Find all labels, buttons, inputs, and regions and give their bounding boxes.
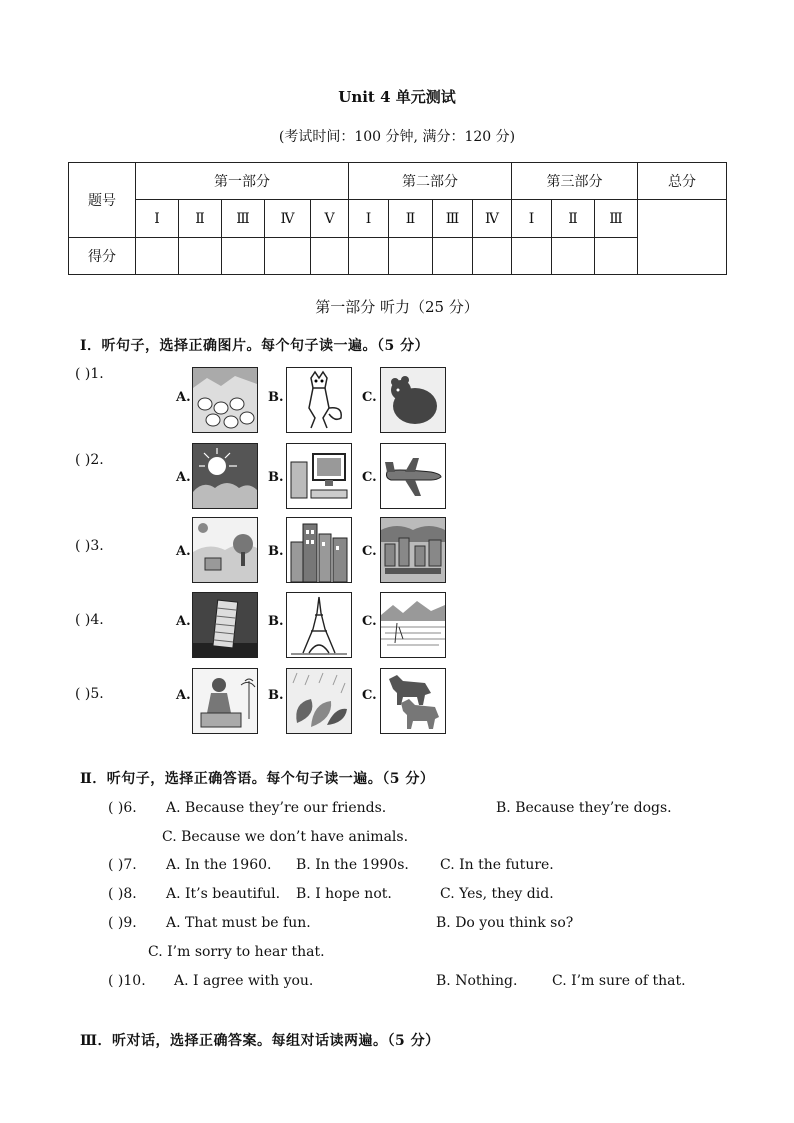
- sun-clouds-icon[interactable]: [192, 443, 258, 509]
- part2-col: Ⅲ: [433, 200, 473, 238]
- score-cell[interactable]: [349, 238, 389, 275]
- option-label: B.: [268, 544, 284, 559]
- answer-blank[interactable]: ( )7.: [108, 857, 137, 873]
- option-label: C.: [362, 614, 377, 629]
- page-title: Unit 4 单元测试: [338, 88, 456, 106]
- option-b: B. Nothing.: [436, 973, 518, 989]
- option-a: A. Because they’re our friends.: [166, 800, 387, 816]
- option-c: C. Yes, they did.: [440, 886, 554, 902]
- airplane-icon[interactable]: [380, 443, 446, 509]
- option-label: C.: [362, 470, 377, 485]
- option-c: C. Because we don’t have animals.: [162, 829, 409, 845]
- part3-header: 第三部分: [512, 163, 638, 200]
- option-label: A.: [176, 688, 191, 703]
- option-a: A. In the 1960.: [166, 857, 272, 873]
- option-label: A.: [176, 470, 191, 485]
- option-c: C. In the future.: [440, 857, 554, 873]
- answer-blank[interactable]: ( )5.: [75, 686, 104, 702]
- score-cell[interactable]: [389, 238, 433, 275]
- option-b: B. Do you think so?: [436, 915, 574, 931]
- answer-blank[interactable]: ( )6.: [108, 800, 137, 816]
- option-c: C. I’m sure of that.: [552, 973, 686, 989]
- option-b: B. Because they’re dogs.: [496, 800, 672, 816]
- answer-blank[interactable]: ( )10.: [108, 973, 146, 989]
- option-b: B. In the 1990s.: [296, 857, 409, 873]
- row-label-score: 得分: [69, 238, 136, 275]
- option-label: C.: [362, 688, 377, 703]
- option-a: A. It’s beautiful.: [166, 886, 281, 902]
- lake-landscape-icon[interactable]: [380, 592, 446, 658]
- section-2-heading: Ⅱ．听句子，选择正确答语。每个句子读一遍。（5 分）: [80, 771, 435, 787]
- option-label: B.: [268, 688, 284, 703]
- option-a: A. I agree with you.: [174, 973, 314, 989]
- rain-leaves-icon[interactable]: [286, 668, 352, 734]
- sheep-flock-icon[interactable]: [192, 367, 258, 433]
- fox-icon[interactable]: [286, 367, 352, 433]
- score-cell[interactable]: [265, 238, 311, 275]
- person-reading-icon[interactable]: [192, 668, 258, 734]
- option-a: A. That must be fun.: [166, 915, 311, 931]
- part2-col: Ⅰ: [349, 200, 389, 238]
- total-header: 总分: [638, 163, 727, 200]
- score-table: [68, 162, 727, 275]
- option-b: B. I hope not.: [296, 886, 392, 902]
- option-c: C. I’m sorry to hear that.: [148, 944, 325, 960]
- section-1-heading: Ⅰ．听句子，选择正确图片。每个句子读一遍。（5 分）: [80, 338, 430, 354]
- score-cell[interactable]: [311, 238, 349, 275]
- option-label: A.: [176, 544, 191, 559]
- total-score-cell[interactable]: [638, 200, 727, 275]
- part1-col: Ⅴ: [311, 200, 349, 238]
- section-3-heading: Ⅲ．听对话，选择正确答案。每组对话读两遍。（5 分）: [80, 1033, 440, 1049]
- score-cell[interactable]: [552, 238, 595, 275]
- bear-icon[interactable]: [380, 367, 446, 433]
- countryside-icon[interactable]: [192, 517, 258, 583]
- part1-col: Ⅲ: [222, 200, 265, 238]
- part2-col: Ⅳ: [473, 200, 512, 238]
- score-cell[interactable]: [136, 238, 179, 275]
- eiffel-tower-icon[interactable]: [286, 592, 352, 658]
- horses-icon[interactable]: [380, 668, 446, 734]
- score-cell[interactable]: [179, 238, 222, 275]
- leaning-tower-icon[interactable]: [192, 592, 258, 658]
- computer-icon[interactable]: [286, 443, 352, 509]
- score-cell[interactable]: [595, 238, 638, 275]
- score-cell[interactable]: [433, 238, 473, 275]
- exam-info: (考试时间：100 分钟, 满分：120 分): [278, 129, 516, 145]
- answer-blank[interactable]: ( )9.: [108, 915, 137, 931]
- answer-blank[interactable]: ( )4.: [75, 612, 104, 628]
- part1-header: 第一部分: [136, 163, 349, 200]
- answer-blank[interactable]: ( )8.: [108, 886, 137, 902]
- option-label: B.: [268, 390, 284, 405]
- answer-blank[interactable]: ( )3.: [75, 538, 104, 554]
- option-label: B.: [268, 614, 284, 629]
- option-label: A.: [176, 390, 191, 405]
- option-label: C.: [362, 390, 377, 405]
- score-cell[interactable]: [473, 238, 512, 275]
- part-title: 第一部分 听力（25 分）: [315, 298, 479, 316]
- part2-col: Ⅱ: [389, 200, 433, 238]
- polluted-city-icon[interactable]: [380, 517, 446, 583]
- part1-col: Ⅳ: [265, 200, 311, 238]
- part3-col: Ⅱ: [552, 200, 595, 238]
- part3-col: Ⅰ: [512, 200, 552, 238]
- option-label: A.: [176, 614, 191, 629]
- answer-blank[interactable]: ( )2.: [75, 452, 104, 468]
- row-label-question-number: 题号: [69, 163, 136, 238]
- score-cell[interactable]: [512, 238, 552, 275]
- part1-col: Ⅰ: [136, 200, 179, 238]
- answer-blank[interactable]: ( )1.: [75, 366, 104, 382]
- score-cell[interactable]: [222, 238, 265, 275]
- option-label: B.: [268, 470, 284, 485]
- part3-col: Ⅲ: [595, 200, 638, 238]
- city-buildings-icon[interactable]: [286, 517, 352, 583]
- part2-header: 第二部分: [349, 163, 512, 200]
- part1-col: Ⅱ: [179, 200, 222, 238]
- option-label: C.: [362, 544, 377, 559]
